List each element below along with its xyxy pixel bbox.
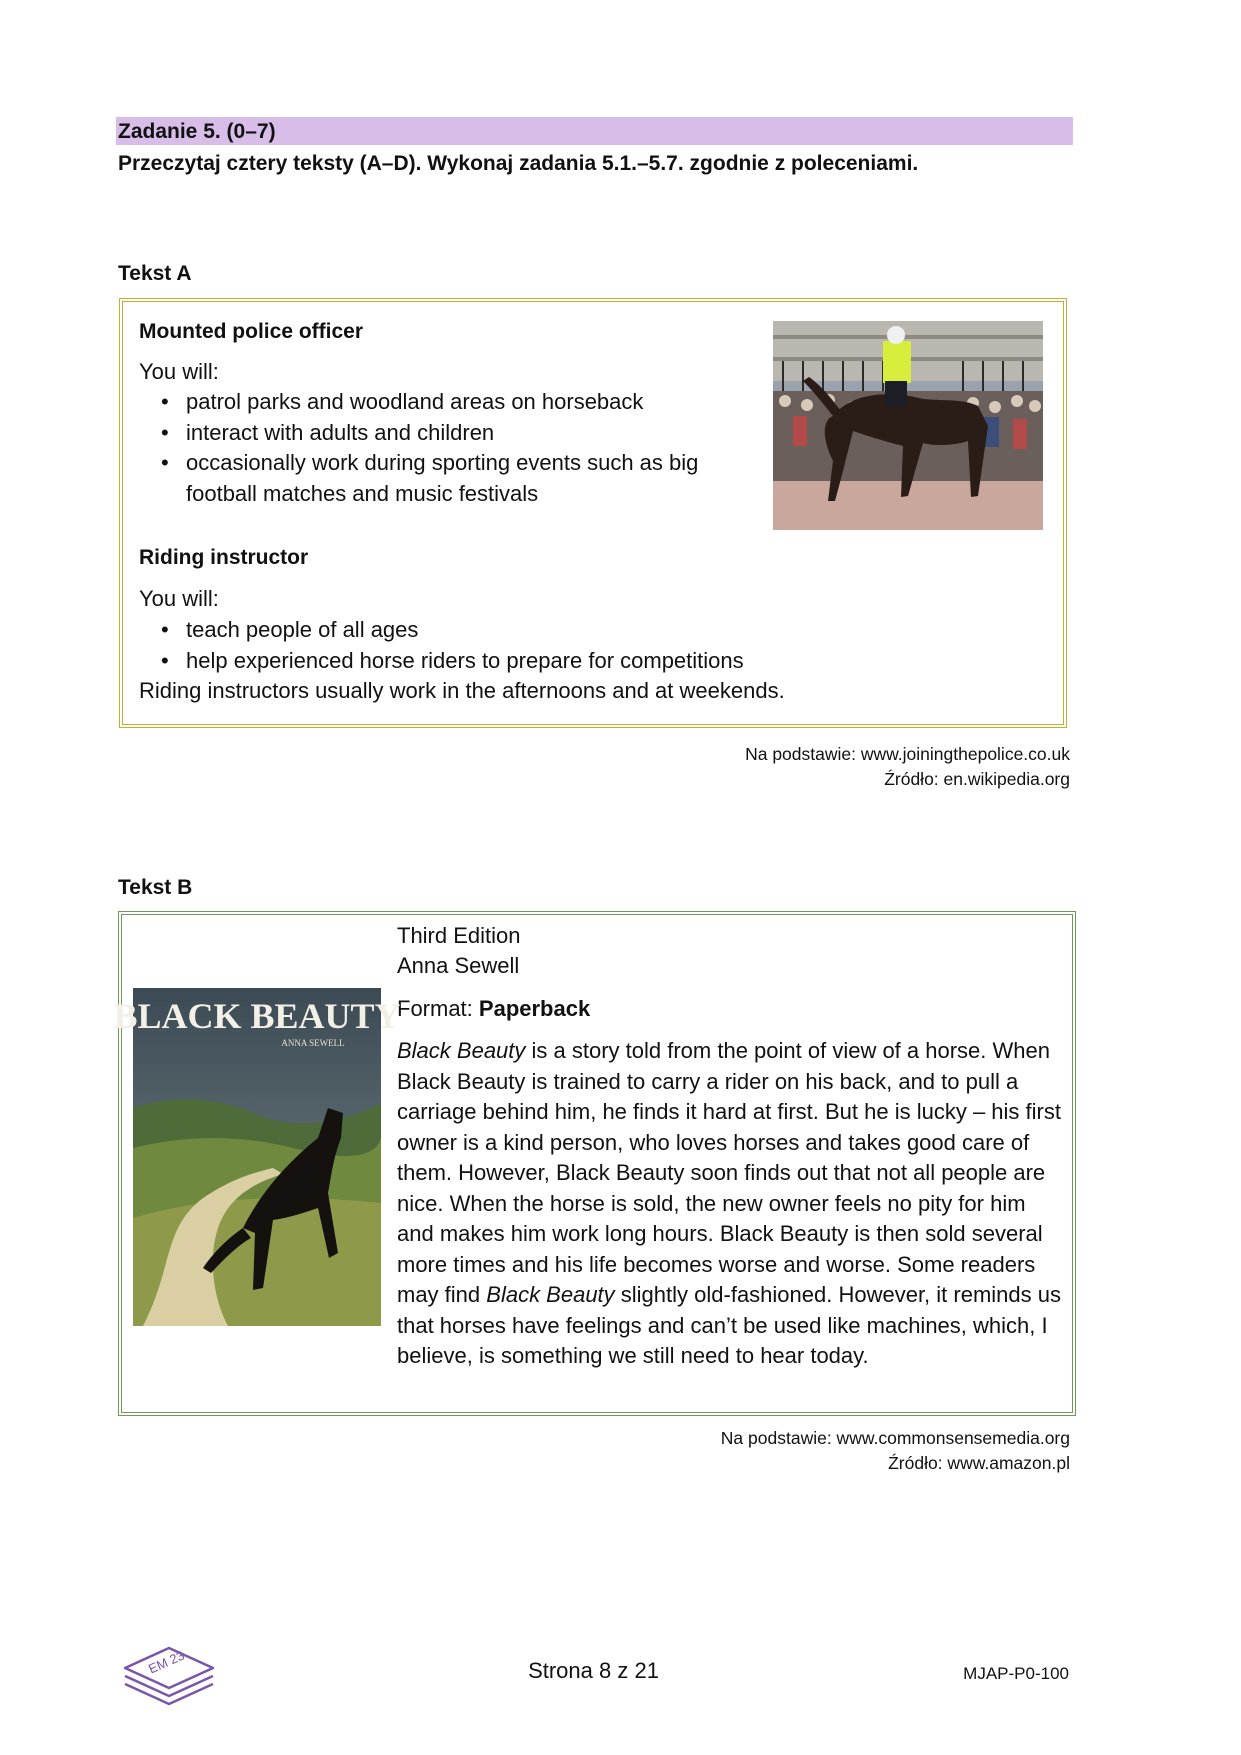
job-title-police: Mounted police officer [139,320,364,343]
job-intro-police: You will: [139,359,219,384]
page-number: Strona 8 z 21 [528,1658,659,1683]
section-label-text-b: Tekst B [118,876,193,899]
police-duties-list [139,387,739,509]
list-item: • patrol parks and woodland areas on horseback [139,387,739,418]
task-instruction: Przeczytaj cztery teksty (A–D). Wykonaj zadania 5.1.–5.7. zgodnie z poleceniami. [118,152,919,175]
list-item: • occasionally work during sporting events such as big football matches and music festivals [139,448,739,509]
format-label: Format: [397,996,479,1021]
list-item: • teach people of all ages [139,615,959,646]
review-part: is a story told from the point of view of a horse. When Black Beauty is trained to carry a rider on his back, and to pull a carriage behind him, he finds it hard at first. But he is lucky – his first owner is a kind person, who loves horses and takes good care of them. However, Black Beauty soon finds out that not all people are nice. When the horse is sold, the new owner feels no pity for him and makes him work long hours. Black Beauty is then sold several more times and his life becomes worse and worse. Some readers may find [397,1038,1061,1307]
book-edition: Third Edition [397,923,521,948]
job-title-instructor: Riding instructor [139,546,309,569]
source-text-b [721,1426,1070,1476]
book-title-italic: Black Beauty [486,1282,615,1307]
review-part: slightly old-fashioned. However, it reminds us that horses have feelings and can’t be used like machines, which, I believe, is something we still need to hear today. [397,1282,1061,1368]
logo-text: EM 23 [146,1647,187,1677]
document-code: MJAP-P0-100 [963,1664,1069,1683]
instructor-duties-list [139,615,959,676]
book-format [397,994,590,1025]
black-beauty-book-cover [113,988,401,1326]
section-label-text-a: Tekst A [118,262,192,285]
job-intro-instructor: You will: [139,586,219,611]
format-value: Paperback [478,996,591,1021]
book-cover-title: BLACK BEAUTY [113,996,401,1036]
task-title: Zadanie 5. (0–7) [118,120,276,143]
source-text-a [745,742,1070,792]
book-review [397,1036,1062,1372]
book-title-italic: Black Beauty [397,1038,526,1063]
book-cover-author: ANNA SEWELL [281,1038,345,1048]
source-line: Źródło: www.amazon.pl [888,1453,1070,1473]
source-line: Na podstawie: www.commonsensemedia.org [720,1428,1070,1448]
mounted-police-photo [773,321,1043,530]
list-item: • help experienced horse riders to prepare for competitions [139,646,959,677]
instructor-note: Riding instructors usually work in the afternoons and at weekends. [139,678,785,703]
source-line: Źródło: en.wikipedia.org [884,769,1070,789]
source-line: Na podstawie: www.joiningthepolice.co.uk [745,744,1070,764]
list-item: • interact with adults and children [139,418,739,449]
book-author: Anna Sewell [397,953,520,978]
